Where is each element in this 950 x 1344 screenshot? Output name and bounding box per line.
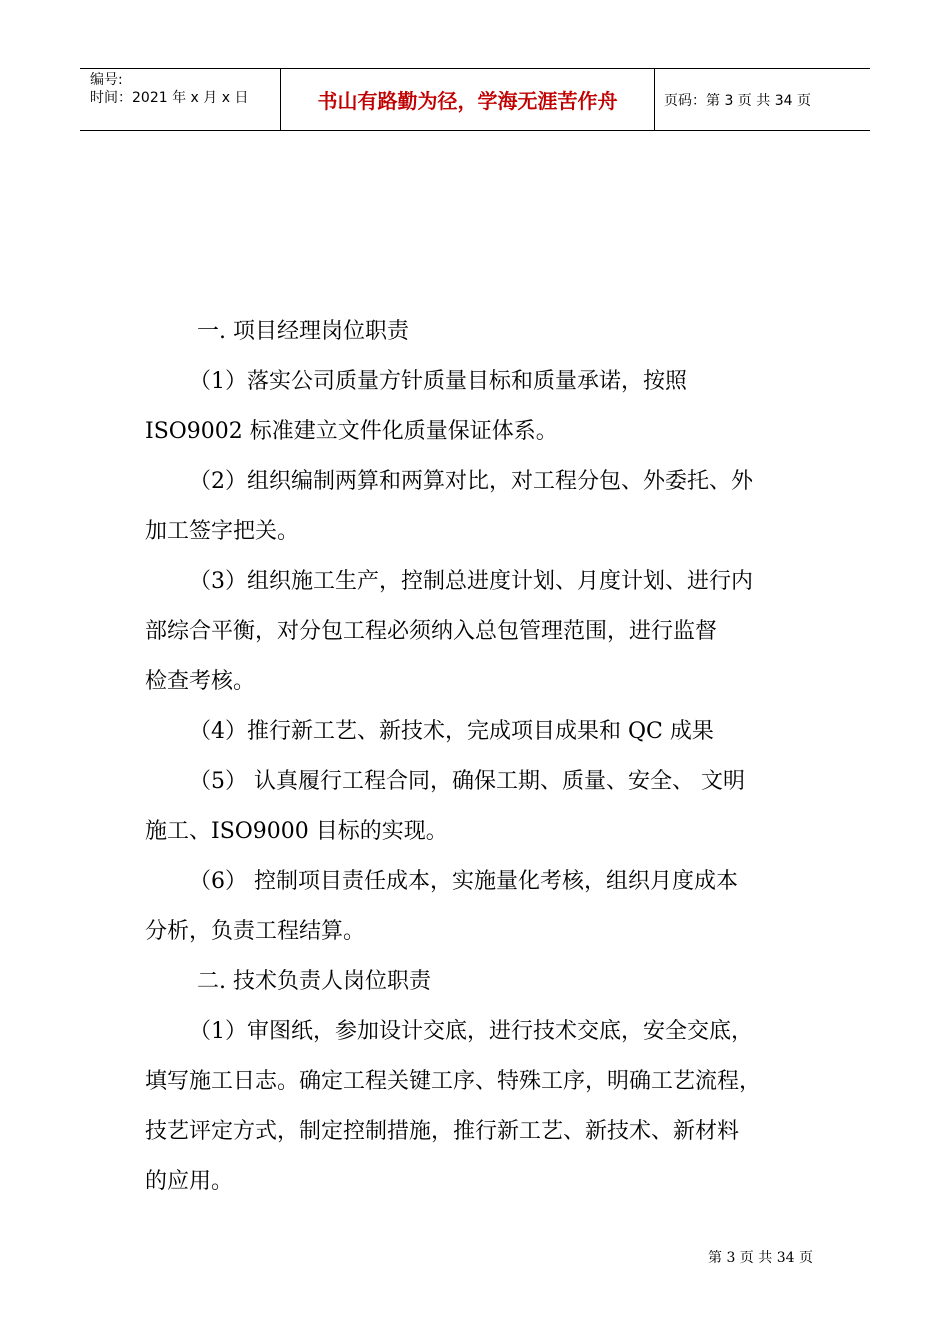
document-body xyxy=(145,307,815,1207)
body-line: 加工签字把关。 xyxy=(145,519,300,544)
header-meta xyxy=(80,69,281,130)
body-line: ISO9002 标准建立文件化质量保证体系。 xyxy=(145,419,558,444)
body-line: （3）组织施工生产，控制总进度计划、月度计划、进行内 xyxy=(189,569,753,594)
section-heading: 二. 技术负责人岗位职责 xyxy=(197,969,431,994)
body-line: 分析，负责工程结算。 xyxy=(145,919,366,944)
section-heading: 一. 项目经理岗位职责 xyxy=(197,319,409,344)
document-date: 时间：2021 年 x 月 x 日 xyxy=(90,90,249,106)
body-line: 施工、ISO9000 目标的实现。 xyxy=(145,819,448,844)
body-line: （5） 认真履行工程合同，确保工期、质量、安全、 文明 xyxy=(189,769,745,794)
document-number-label: 编号: xyxy=(90,72,123,88)
header-page-info: 页码：第 3 页 共 34 页 xyxy=(664,92,811,109)
page-footer: 第 3 页 共 34 页 xyxy=(708,1250,813,1266)
body-line: 部综合平衡，对分包工程必须纳入总包管理范围，进行监督 xyxy=(145,619,718,644)
body-line: 检查考核。 xyxy=(145,669,256,694)
header-motto: 书山有路勤为径，学海无涯苦作舟 xyxy=(281,69,655,130)
body-line: （2）组织编制两算和两算对比，对工程分包、外委托、外 xyxy=(189,469,753,494)
body-line: （4）推行新工艺、新技术，完成项目成果和 QC 成果 xyxy=(189,719,714,744)
page-header xyxy=(80,68,870,131)
body-line: （1）审图纸，参加设计交底，进行技术交底，安全交底， xyxy=(189,1019,753,1044)
body-line: 的应用。 xyxy=(145,1169,234,1194)
body-line: （1）落实公司质量方针质量目标和质量承诺，按照 xyxy=(189,369,687,394)
body-line: 填写施工日志。确定工程关键工序、特殊工序，明确工艺流程， xyxy=(145,1069,762,1094)
body-line: 技艺评定方式，制定控制措施，推行新工艺、新技术、新材料 xyxy=(145,1119,740,1144)
body-line: （6） 控制项目责任成本，实施量化考核，组织月度成本 xyxy=(189,869,738,894)
